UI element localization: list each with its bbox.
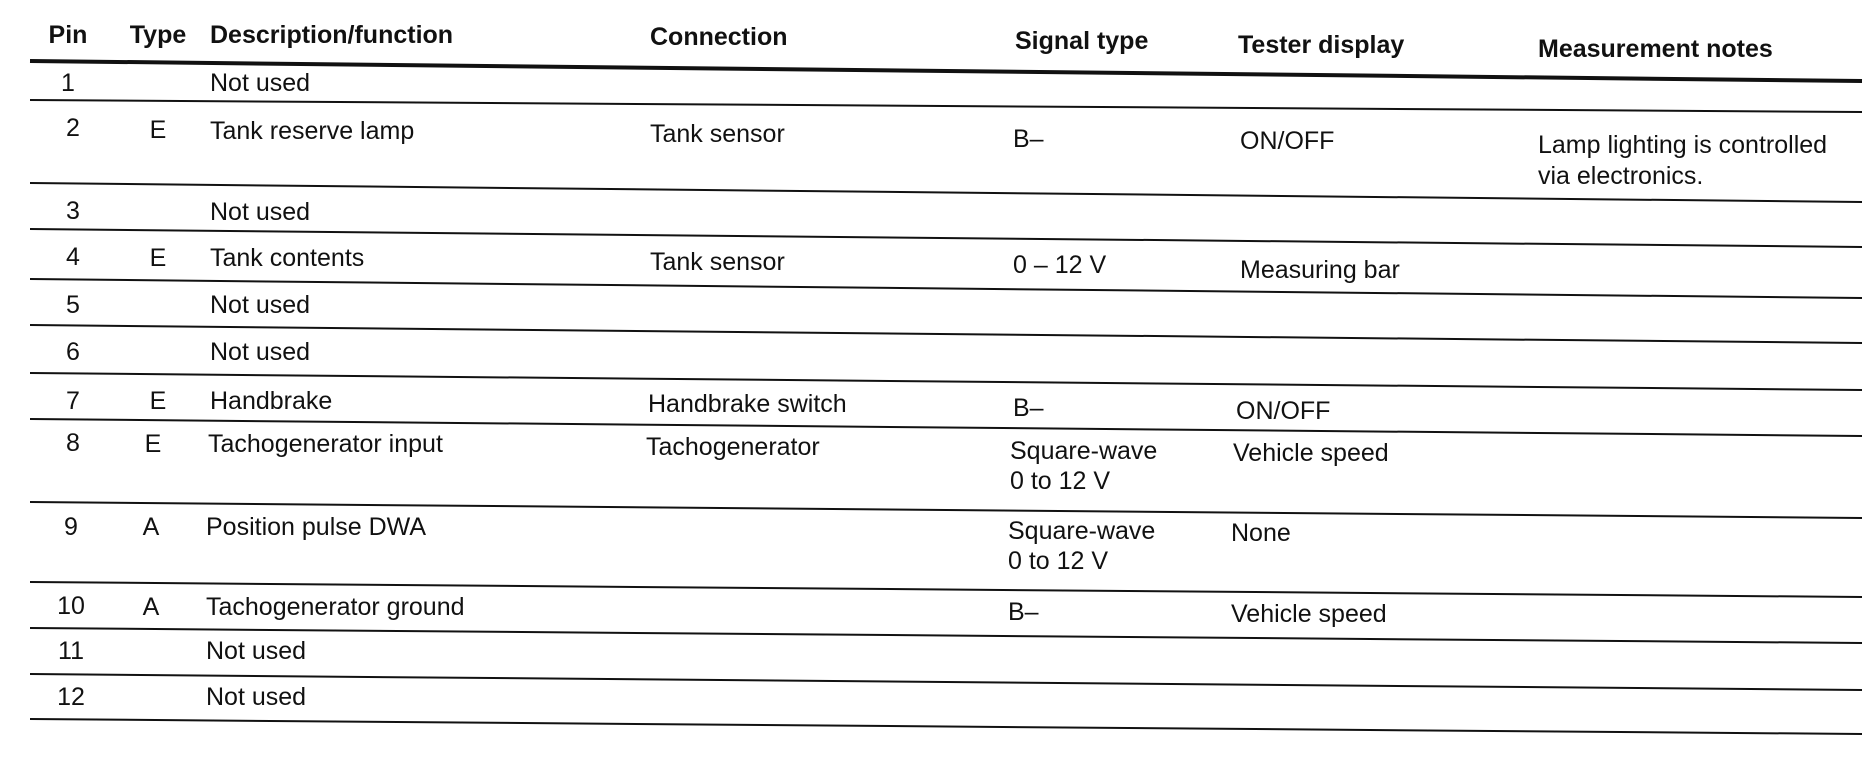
row-10-tester-display: Vehicle speed (1231, 600, 1387, 628)
row-2-signal-type: B– (1013, 125, 1044, 153)
row-7-tester-display: ON/OFF (1236, 397, 1331, 425)
row-6-description: Not used (210, 338, 311, 366)
row-7-signal-type: B– (1013, 394, 1044, 422)
row-8-connection: Tachogenerator (646, 433, 820, 461)
row-rule-9 (30, 582, 1862, 597)
row-rule-11 (30, 674, 1862, 690)
row-10-description: Tachogenerator ground (206, 593, 465, 621)
header-signal-type: Signal type (1015, 27, 1149, 55)
row-1-description: Not used (210, 69, 311, 97)
row-2-connection: Tank sensor (650, 120, 785, 148)
header-description: Description/function (210, 21, 454, 49)
row-10-pin: 10 (57, 592, 85, 620)
header-rule (30, 61, 1862, 81)
row-5-description: Not used (210, 291, 311, 319)
row-8-signal-type-line-1: Square-wave (1010, 437, 1158, 465)
row-11-description: Not used (206, 637, 307, 665)
row-8-description: Tachogenerator input (208, 430, 443, 458)
row-4-signal-type: 0 – 12 V (1013, 251, 1107, 279)
row-rule-4 (30, 279, 1862, 298)
header-pin: Pin (48, 21, 88, 49)
row-rule-1 (30, 100, 1862, 112)
row-9-description: Position pulse DWA (206, 513, 426, 541)
row-4-connection: Tank sensor (650, 248, 785, 276)
row-2-notes-line-1: Lamp lighting is controlled (1538, 131, 1828, 159)
row-rule-5 (30, 325, 1862, 343)
header-type: Type (129, 21, 187, 49)
row-7-pin: 7 (66, 387, 80, 415)
row-4-type: E (149, 244, 167, 272)
row-7-connection: Handbrake switch (648, 390, 847, 418)
row-7-description: Handbrake (210, 387, 333, 415)
row-3-pin: 3 (66, 197, 80, 225)
row-rule-2 (30, 183, 1862, 202)
row-9-tester-display: None (1231, 519, 1291, 547)
row-2-type: E (149, 116, 167, 144)
row-9-type: A (142, 513, 160, 541)
row-2-notes-line-2: via electronics. (1538, 162, 1704, 190)
row-10-signal-type: B– (1008, 598, 1039, 626)
row-6-pin: 6 (66, 338, 80, 366)
row-9-pin: 9 (64, 513, 78, 541)
header-tester-display: Tester display (1238, 31, 1405, 59)
row-2-pin: 2 (66, 114, 80, 142)
header-connection: Connection (650, 23, 788, 51)
row-9-signal-type-line-2: 0 to 12 V (1008, 547, 1109, 575)
row-8-type: E (144, 430, 162, 458)
row-rule-10 (30, 628, 1862, 643)
row-4-description: Tank contents (210, 244, 365, 272)
row-rule-12 (30, 719, 1862, 734)
row-3-description: Not used (210, 198, 311, 226)
row-7-type: E (149, 387, 167, 415)
row-5-pin: 5 (66, 291, 80, 319)
row-12-pin: 12 (57, 683, 85, 711)
row-rule-7 (30, 419, 1862, 436)
header-measurement-notes: Measurement notes (1538, 35, 1773, 63)
row-rule-6 (30, 373, 1862, 390)
row-4-pin: 4 (66, 243, 80, 271)
row-10-type: A (142, 593, 160, 621)
row-2-description: Tank reserve lamp (210, 117, 415, 145)
row-12-description: Not used (206, 683, 307, 711)
row-11-pin: 11 (58, 637, 84, 665)
row-8-tester-display: Vehicle speed (1233, 439, 1389, 467)
row-rule-8 (30, 502, 1862, 518)
row-1-pin: 1 (61, 69, 75, 97)
row-8-pin: 8 (66, 429, 80, 457)
row-4-tester-display: Measuring bar (1240, 256, 1400, 284)
row-rule-3 (30, 229, 1862, 247)
row-9-signal-type-line-1: Square-wave (1008, 517, 1156, 545)
row-8-signal-type-line-2: 0 to 12 V (1010, 467, 1111, 495)
row-2-tester-display: ON/OFF (1240, 127, 1335, 155)
